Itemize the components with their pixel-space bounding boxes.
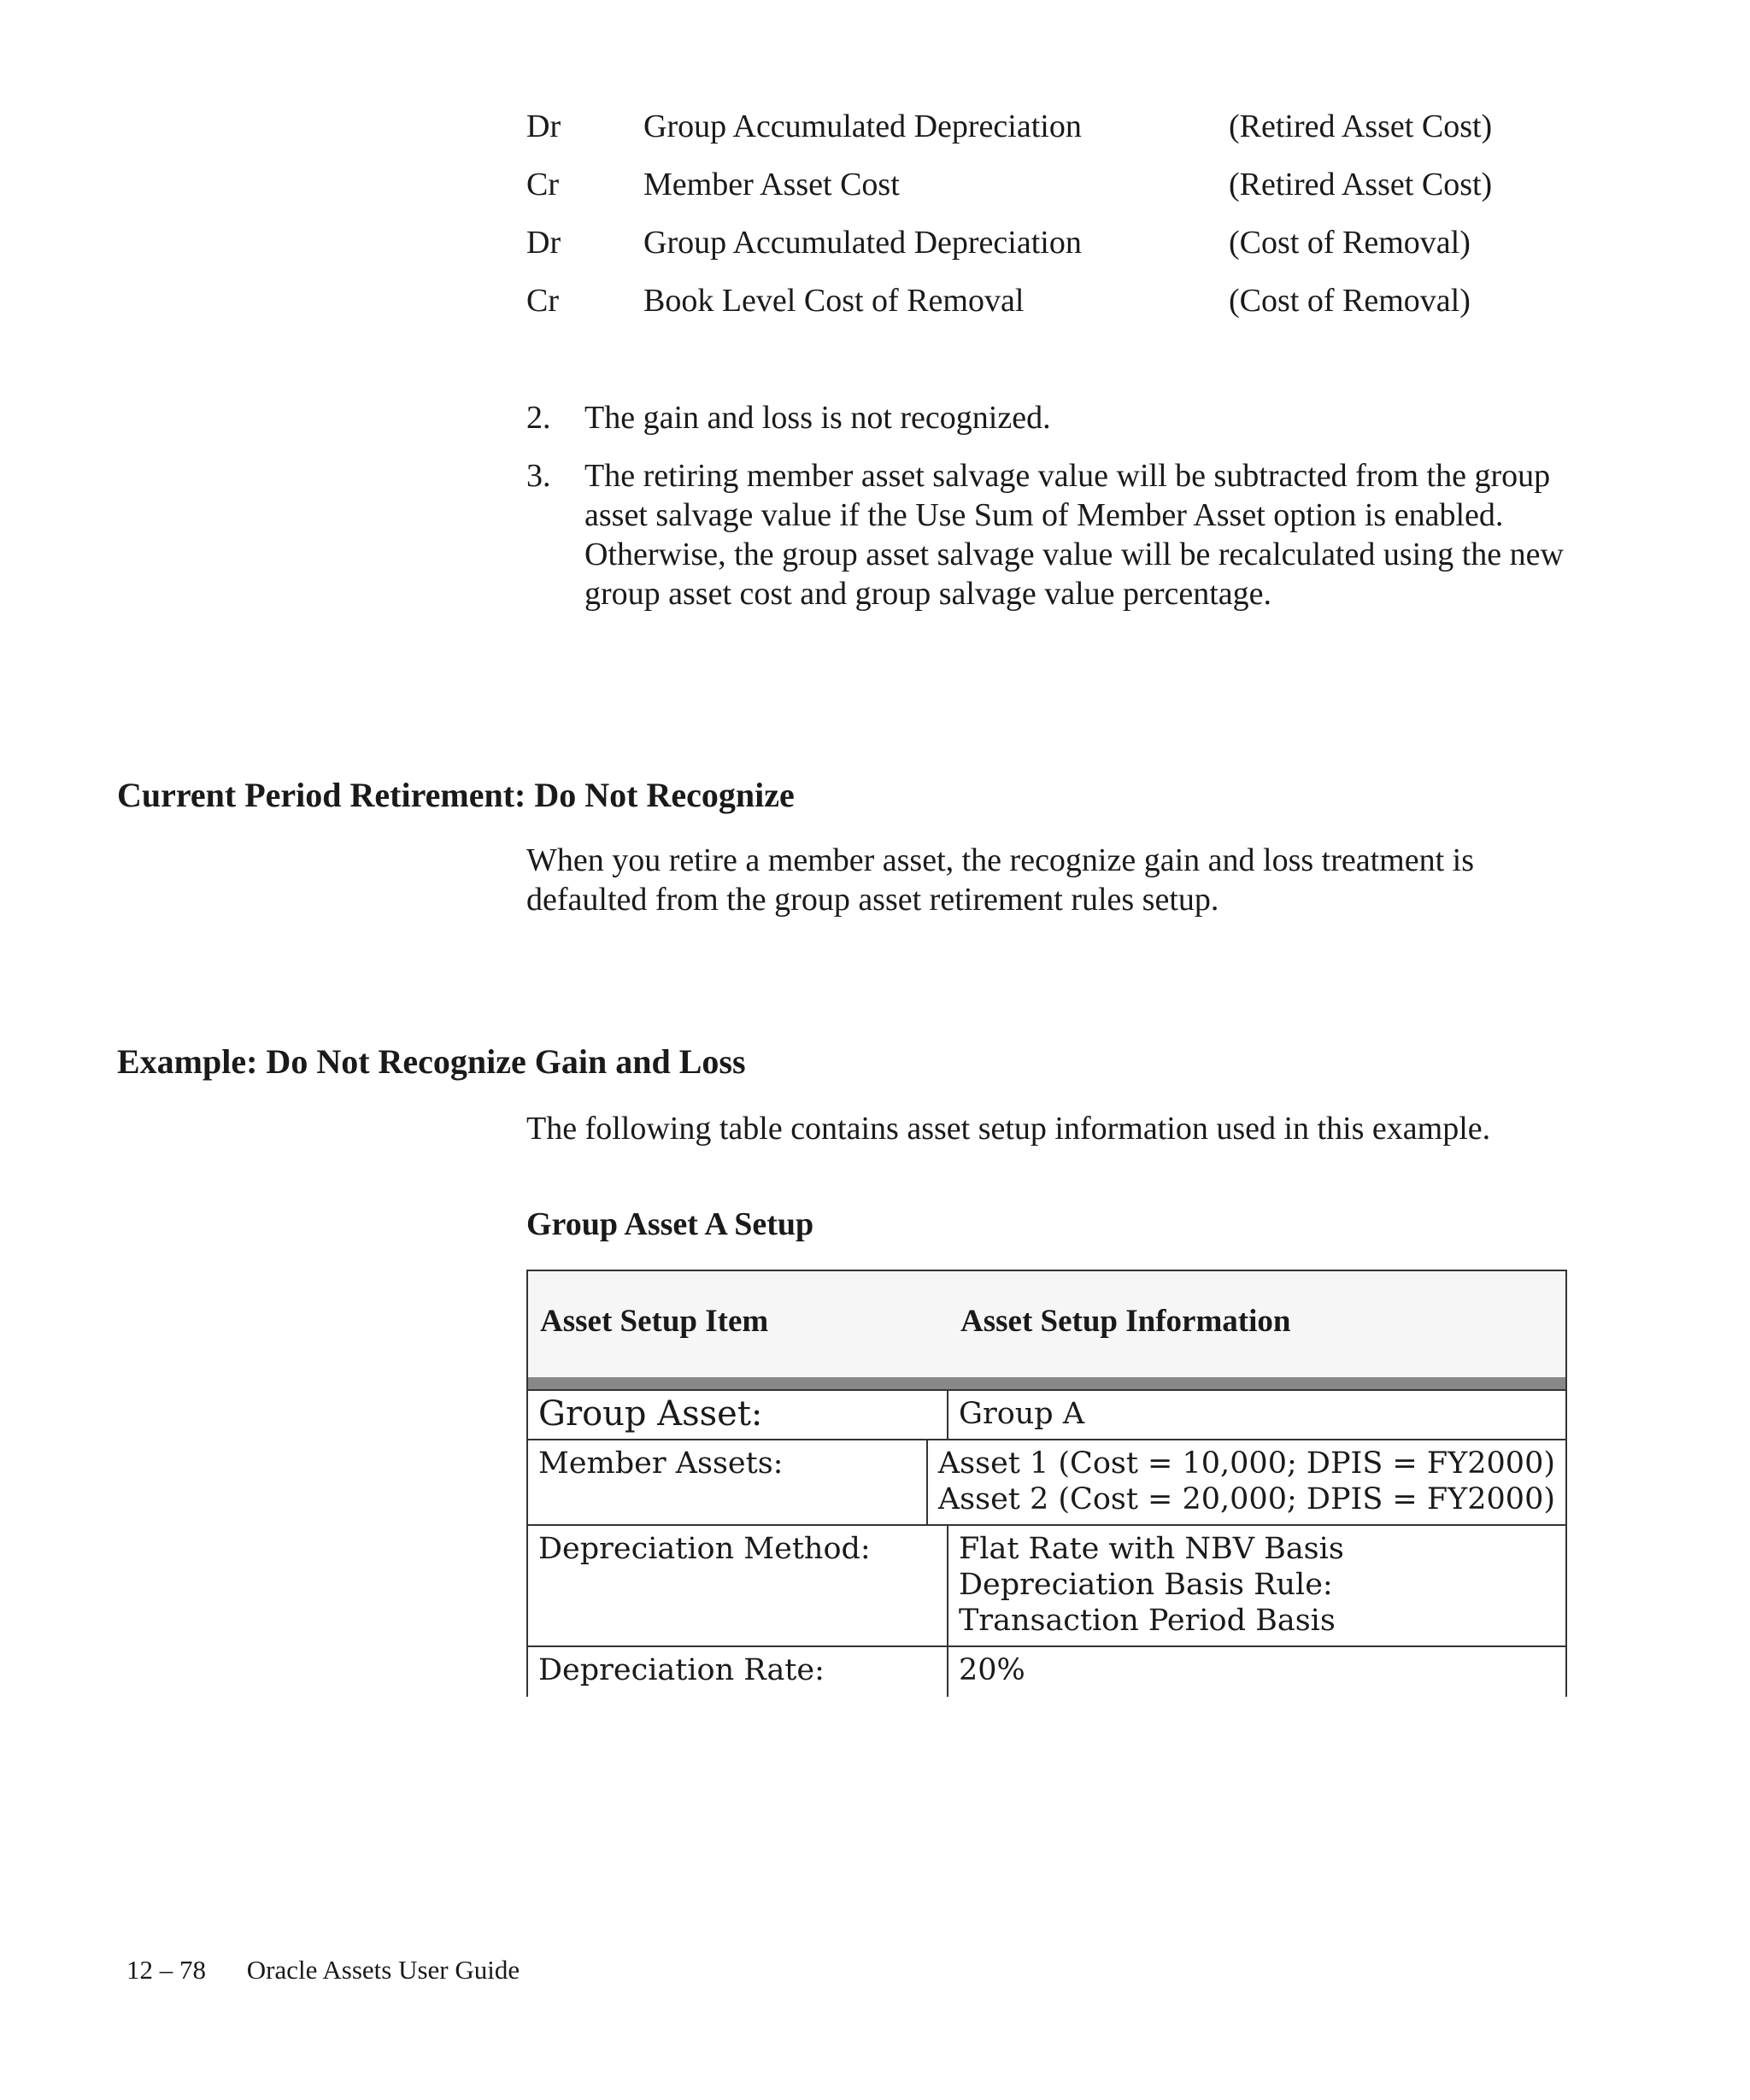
table-row xyxy=(528,1647,1565,1697)
list-item-text: The gain and loss is not recognized. xyxy=(584,400,1051,436)
cell-line: Transaction Period Basis xyxy=(959,1604,1336,1638)
journal-amount: (Retired Asset Cost) xyxy=(1229,109,1493,144)
table-cell: Depreciation Rate: xyxy=(528,1647,948,1697)
section-heading-example: Example: Do Not Recognize Gain and Loss xyxy=(117,1042,746,1081)
cell-line: Depreciation Basis Rule: xyxy=(959,1568,1333,1602)
table-cell: Group Asset: xyxy=(528,1391,948,1439)
journal-row xyxy=(526,164,1577,222)
header-divider xyxy=(526,1377,1567,1389)
asset-setup-table xyxy=(526,1270,1567,1697)
column-header: Asset Setup Information xyxy=(960,1304,1291,1339)
page-footer xyxy=(126,1953,520,1987)
table-row xyxy=(528,1526,1565,1647)
table-cell xyxy=(948,1647,1565,1697)
table-body xyxy=(526,1389,1567,1697)
journal-drcr: Dr xyxy=(526,225,561,261)
journal-account: Group Accumulated Depreciation xyxy=(643,109,1082,144)
table-cell xyxy=(948,1526,1565,1645)
section-paragraph: When you retire a member asset, the recognize gain and loss treatment is defaulted from the group asset retirement rules setup. xyxy=(526,842,1474,918)
table-row xyxy=(528,1440,1565,1526)
journal-account: Book Level Cost of Removal xyxy=(643,283,1025,319)
journal-account: Member Asset Cost xyxy=(643,167,900,202)
journal-amount: (Retired Asset Cost) xyxy=(1229,167,1493,202)
section-heading-current-period: Current Period Retirement: Do Not Recognize xyxy=(117,776,795,814)
table-row xyxy=(528,1391,1565,1440)
journal-row xyxy=(526,222,1577,280)
cell-line: 20% xyxy=(959,1653,1025,1687)
list-marker: 3. xyxy=(526,458,551,494)
journal-entries xyxy=(526,106,1577,338)
journal-drcr: Cr xyxy=(526,283,559,319)
table-cell xyxy=(928,1440,1565,1524)
list-item xyxy=(526,398,1586,437)
table-cell: Depreciation Method: xyxy=(528,1526,948,1645)
table-caption: Group Asset A Setup xyxy=(526,1206,814,1242)
list-marker: 2. xyxy=(526,400,551,436)
cell-line: Asset 2 (Cost = 20,000; DPIS = FY2000) xyxy=(937,1482,1555,1516)
list-item xyxy=(526,456,1586,613)
journal-account: Group Accumulated Depreciation xyxy=(643,225,1082,261)
journal-drcr: Cr xyxy=(526,167,559,202)
cell-line: Flat Rate with NBV Basis xyxy=(959,1532,1344,1566)
journal-row xyxy=(526,106,1577,164)
page-number: 12 – 78 xyxy=(126,1955,206,1985)
list-item-text: The retiring member asset salvage value will be subtracted from the group asset salvage value if the Use Sum of Member Asset option is enabled. Otherwise, the group asset salvage value will be recalculated using the new group asset cost and group salvage value percentage. xyxy=(584,458,1564,612)
journal-drcr: Dr xyxy=(526,109,561,144)
numbered-list xyxy=(526,398,1586,632)
cell-line: Asset 1 (Cost = 10,000; DPIS = FY2000) xyxy=(937,1446,1555,1481)
journal-amount: (Cost of Removal) xyxy=(1229,225,1471,261)
document-title: Oracle Assets User Guide xyxy=(246,1955,520,1985)
table-cell xyxy=(948,1391,1565,1439)
column-header: Asset Setup Item xyxy=(540,1304,769,1339)
cell-line: Group A xyxy=(959,1397,1085,1431)
journal-amount: (Cost of Removal) xyxy=(1229,283,1471,319)
table-cell: Member Assets: xyxy=(528,1440,928,1524)
table-header xyxy=(526,1270,1567,1377)
journal-row xyxy=(526,280,1577,338)
section-paragraph: The following table contains asset setup information used in this example. xyxy=(526,1111,1491,1147)
